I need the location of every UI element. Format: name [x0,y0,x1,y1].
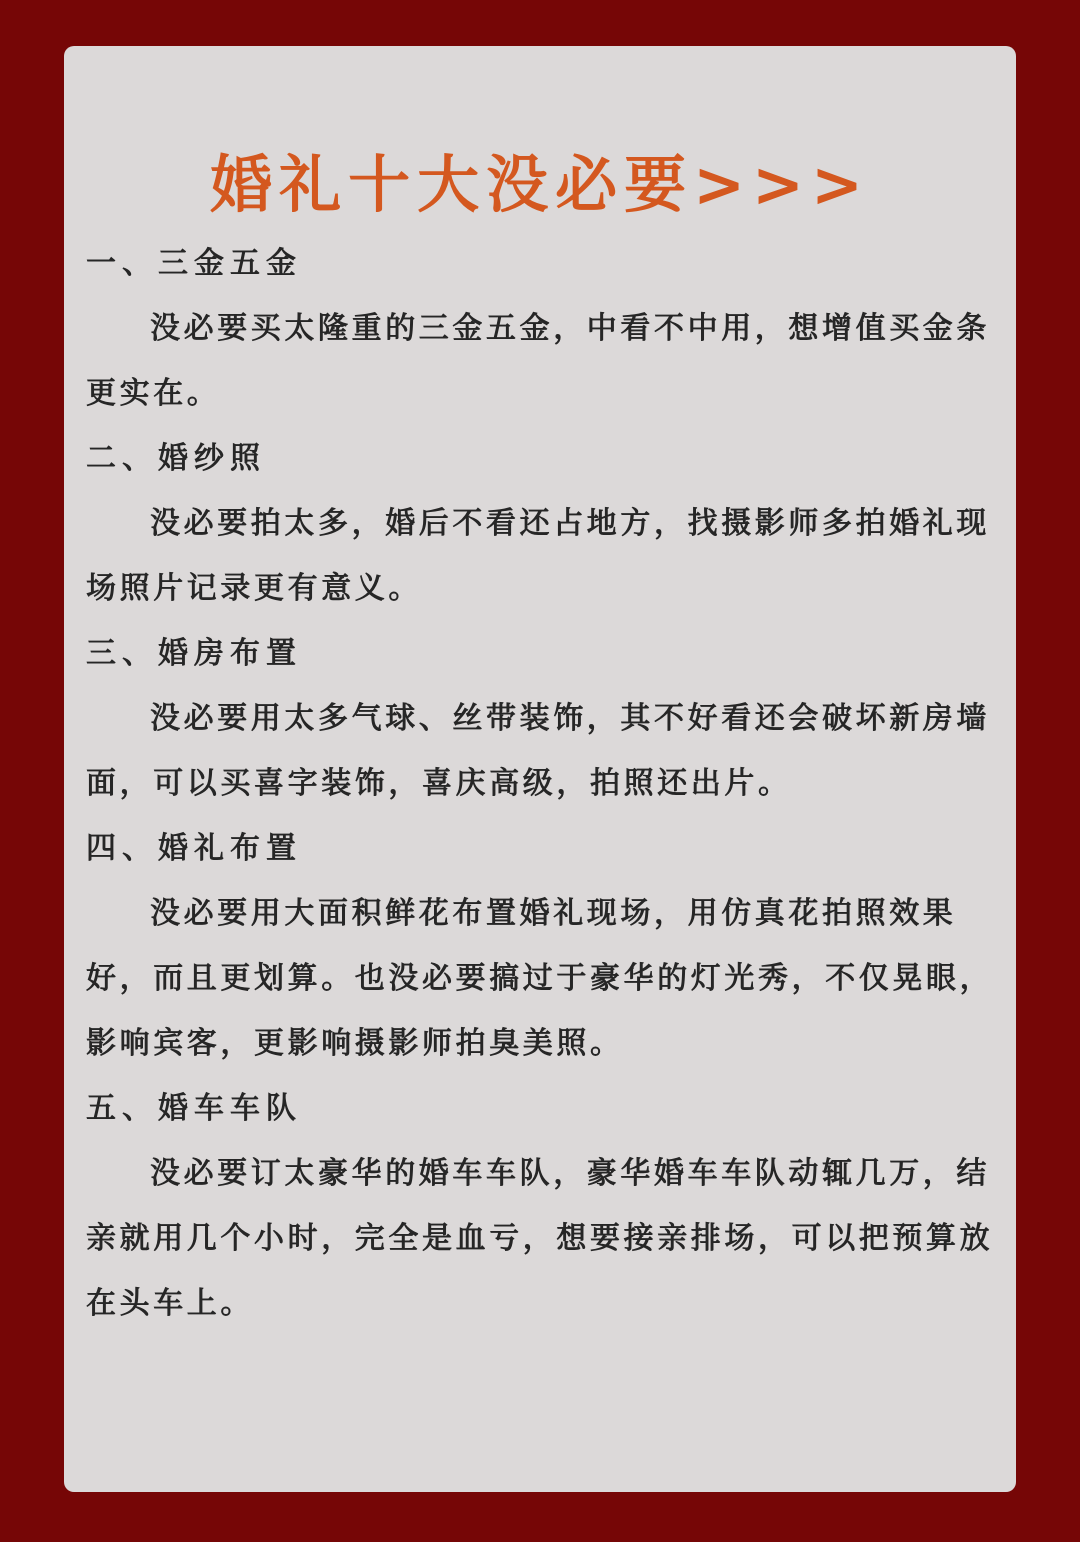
section-body: 没必要订太豪华的婚车车队，豪华婚车车队动辄几万，结亲就用几个小时，完全是血亏，想要接亲排场，可以把预算放在头车上。 [86,1156,994,1321]
section-heading: 一、三金五金 [86,246,302,281]
section-body: 没必要拍太多，婚后不看还占地方，找摄影师多拍婚礼现场照片记录更有意义。 [86,506,990,606]
section-heading: 三、婚房布置 [86,636,302,671]
section-body: 没必要用太多气球、丝带装饰，其不好看还会破坏新房墙面，可以买喜字装饰，喜庆高级，拍照还出片。 [86,701,990,801]
page-title: 婚礼十大没必要>>> [210,148,870,221]
article-body [86,231,996,1336]
section-heading: 二、婚纱照 [86,441,266,476]
section-body: 没必要买太隆重的三金五金，中看不中用，想增值买金条更实在。 [86,311,990,411]
section-heading: 五、婚车车队 [86,1091,302,1126]
section-heading: 四、婚礼布置 [86,831,302,866]
section-body: 没必要用大面积鲜花布置婚礼现场，用仿真花拍照效果好，而且更划算。也没必要搞过于豪华的灯光秀，不仅晃眼，影响宾客，更影响摄影师拍臭美照。 [86,896,994,1061]
